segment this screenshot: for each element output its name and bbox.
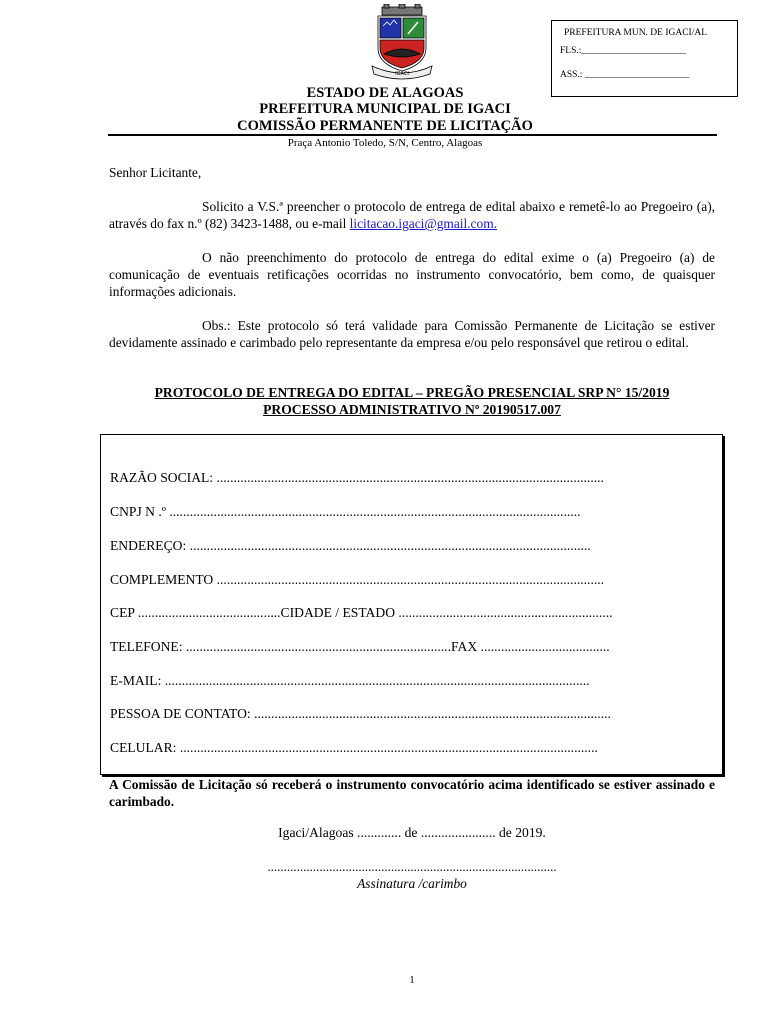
field-pessoa-contato[interactable]: PESSOA DE CONTATO: ......................................................................................................... <box>110 706 611 721</box>
header-municipality: PREFEITURA MUNICIPAL DE IGACI <box>259 101 511 117</box>
header-address: Praça Antonio Toledo, S/N, Centro, Alagoas <box>287 137 483 149</box>
field-celular[interactable]: CELULAR: ........................................................................................................................... <box>110 740 598 755</box>
stamp-pages-field: FLS.:______________________ <box>560 46 686 56</box>
field-complemento[interactable]: COMPLEMENTO .................................................................................................................. <box>110 572 605 587</box>
page-number: 1 <box>409 974 415 986</box>
field-email[interactable]: E-MAIL: ............................................................................................................................. <box>110 673 590 688</box>
paragraph-notice: O não preenchimento do protocolo de entrega do edital exime o (a) Pregoeiro (a) de comunicação de eventuais retificações ocorridas no instrumento convocatório, bem como, de quaisquer informações adicionais. <box>109 250 715 299</box>
field-razao-social[interactable]: RAZÃO SOCIAL: .................................................................................................................. <box>110 470 604 485</box>
protocol-form <box>100 434 723 775</box>
igaci-coat-of-arms <box>368 4 436 80</box>
header-state: ESTADO DE ALAGOAS <box>306 85 464 101</box>
signature-caption: Assinatura /carimbo <box>357 876 467 891</box>
signature-line[interactable]: ......................................................................................... <box>267 859 557 874</box>
email-link[interactable]: licitacao.igaci@gmail.com. <box>349 216 497 231</box>
protocol-title: PROTOCOLO DE ENTREGA DO EDITAL – PREGÃO PRESENCIAL SRP N° 15/2019 <box>154 385 670 400</box>
field-cnpj[interactable]: CNPJ N .º ......................................................................................................................... <box>110 504 581 519</box>
protocol-process-number: PROCESSO ADMINISTRATIVO Nº 20190517.007 <box>263 402 561 417</box>
paragraph-instructions-text: Solicito a V.S.ª preencher o protocolo de entrega de edital abaixo e remetê-lo ao Pregoeiro (a), através do fax n.º (82) 3423-1488, ou e-mail <box>109 199 715 231</box>
signature-requirement-notice: A Comissão de Licitação só receberá o instrumento convocatório acima identificado se estiver assinado e carimbado. <box>109 777 715 809</box>
field-telefone-fax[interactable]: TELEFONE: ..............................................................................FAX ...................................... <box>110 639 610 654</box>
field-cep-cidade[interactable]: CEP ..........................................CIDADE / ESTADO ............................................................... <box>110 605 613 620</box>
header-commission: COMISSÃO PERMANENTE DE LICITAÇÃO <box>237 118 533 134</box>
crest-banner-text: IGACI <box>395 71 409 77</box>
stamp-signature-field: ASS.: ______________________ <box>560 70 690 80</box>
salutation: Senhor Licitante, <box>109 165 202 180</box>
paragraph-instructions <box>109 198 715 232</box>
stamp-municipality: PREFEITURA MUN. DE IGACI/AL <box>564 28 708 38</box>
field-endereco[interactable]: ENDEREÇO: ...................................................................................................................... <box>110 538 591 553</box>
paragraph-observation: Obs.: Este protocolo só terá validade para Comissão Permanente de Licitação se estiver devidamente assinado e carimbado pelo representante da empresa e/ou pelo responsável que retirou o edital. <box>109 318 715 350</box>
date-line[interactable]: Igaci/Alagoas ............. de ...................... de 2019. <box>278 825 546 840</box>
header-divider <box>108 134 717 136</box>
